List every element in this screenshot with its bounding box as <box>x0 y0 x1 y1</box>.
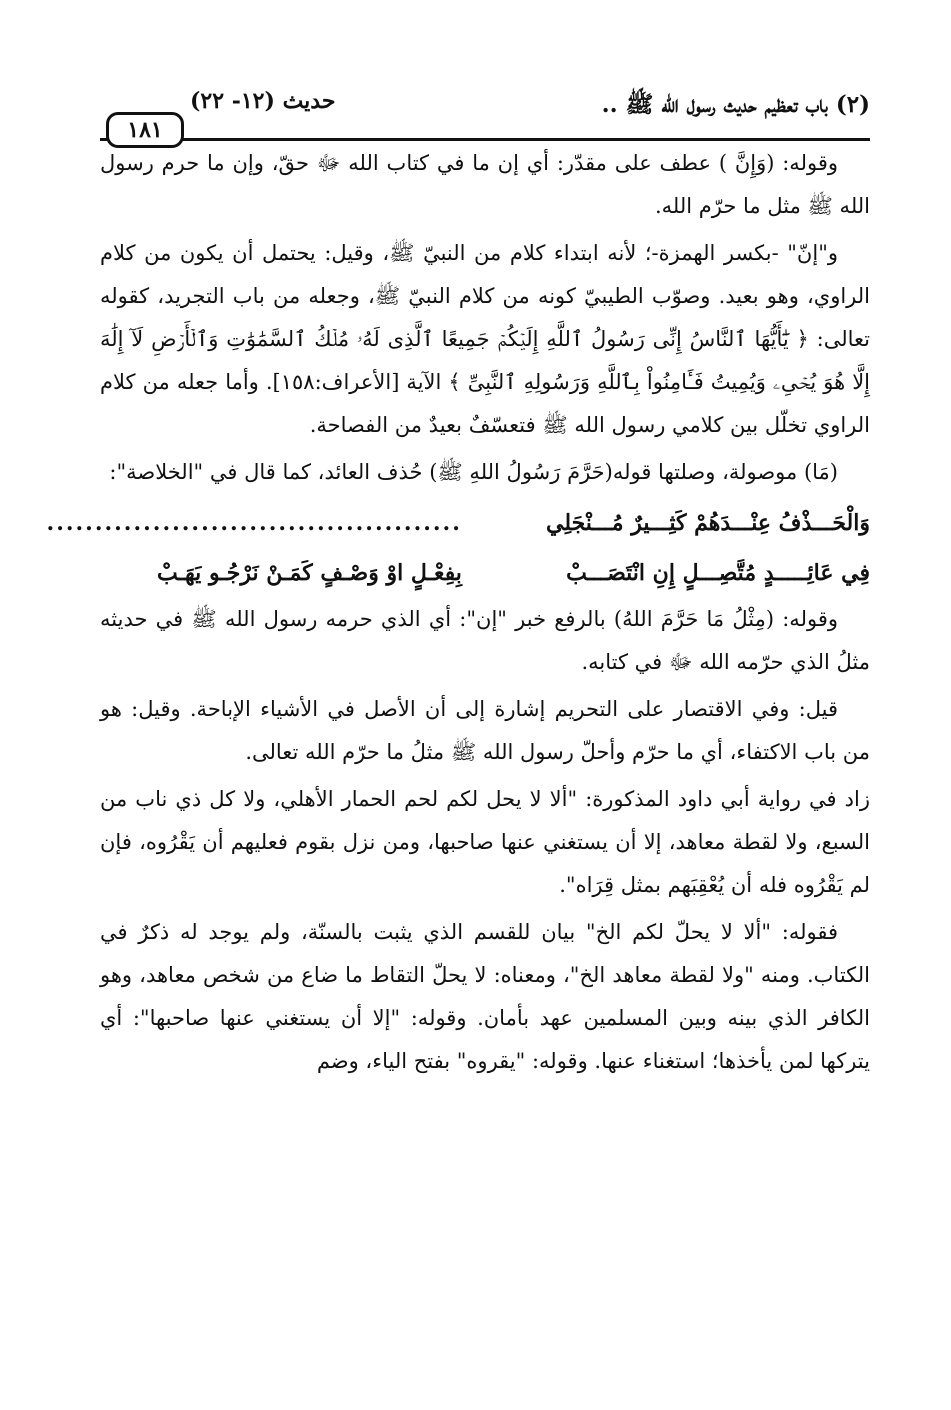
paragraph: قيل: وفي الاقتصار على التحريم إشارة إلى أن الأصل في الأشياء الإباحة. وقيل: هو من باب الاكتفاء، أي ما حرّم وأحلّ رسول الله ﷺ مثلُ ما حرّم الله تعالى. <box>100 697 870 764</box>
verse-hemistich: فِي عَائِـــــدٍ مُتَّصِـــلٍ إِنِ انْتَصَـــبْ <box>566 559 870 586</box>
paragraph: فقوله: "ألا لا يحلّ لكم الخ" بيان للقسم الذي يثبت بالسنّة، ولم يوجد له ذكرٌ في الكتاب. ومنه "ولا لقطة معاهد الخ"، ومعناه: لا يحلّ التقاط ما ضاع من شخص معاهد، وهو الكافر الذي بينه وبين المسلمين عهد بأمان. وقوله: "إلا أن يستغني عنها صاحبها": أي يتركها لمن يأخذها؛ استغناء عنها. وقوله: "يقروه" بفتح الياء، وضم <box>100 920 870 1073</box>
verse-line <box>46 498 870 548</box>
page-header <box>100 80 870 142</box>
poem-verse <box>46 498 870 598</box>
verse-ellipsis: ........................................... <box>46 509 462 536</box>
verse-hemistich: وَالْحَـــذْفُ عِنْـــدَهُمْ كَثِـــيرٌ مُـــنْجَلِي <box>545 509 870 536</box>
page-number: ١٨١ <box>106 112 184 148</box>
running-title: (٢) باب تعظيم حديث رسول الله ﷺ .. <box>601 91 870 118</box>
header-rule <box>100 138 870 141</box>
paragraph: (مَا) موصولة، وصلتها قوله(حَرَّمَ رَسُولُ اللهِ ﷺ) حُذف العائد، كما قال في "الخلاصة": <box>109 460 838 484</box>
hadith-reference: حديث (١٢- ٢٢) <box>190 88 336 114</box>
verse-line <box>100 548 870 598</box>
paragraph: و"إنّ" -بكسر الهمزة-؛ لأنه ابتداء كلام من النبيّ ﷺ، وقيل: يحتمل أن يكون من كلام الراوي، وهو بعيد. وصوّب الطيبيّ كونه من كلام النبيّ ﷺ، وجعله من باب التجريد، كقوله تعالى: ﴿ يَٰٓأَيُّهَا ٱلنَّاسُ إِنِّى رَسُولُ ٱللَّهِ إِلَيۡكُمۡ جَمِيعًا ٱلَّذِى لَهُۥ مُلۡكُ ٱلسَّمَٰوَٰتِ وَٱلۡأَرۡضِ لَآ إِلَٰهَ إِلَّا هُوَ يُحۡىِۦ وَيُمِيتُ فَـَٔامِنُواْ بِٱللَّهِ وَرَسُولِهِ ٱلنَّبِىِّ ﴾ الآية [الأعراف:١٥٨]. وأما جعله من كلام الراوي تخلّل بين كلامي رسول الله ﷺ فتعسّفٌ بعيدٌ من الفصاحة. <box>100 241 871 437</box>
page <box>46 80 871 1087</box>
paragraph: وقوله: (مِثْلُ مَا حَرَّمَ اللهُ) بالرفع خبر "إن": أي الذي حرمه رسول الله ﷺ في حديثه مثلُ الذي حرّمه الله ﷻ في كتابه. <box>100 607 870 674</box>
paragraph: زاد في رواية أبي داود المذكورة: "ألا لا يحل لكم لحم الحمار الأهلي، ولا كل ذي ناب من السبع، ولا لقطة معاهد، إلا أن يستغني عنها صاحبها، ومن نزل بقوم فعليهم أن يَقْرُوه، فإن لم يَقْرُوه فله أن يُعْقِبَهم بمثل قِرَاه". <box>100 787 870 897</box>
page-body <box>46 142 871 1083</box>
paragraph: وقوله: (وَإِنَّ ) عطف على مقدّر: أي إن ما في كتاب الله ﷻ حقّ، وإن ما حرم رسول الله ﷺ مثل ما حرّم الله. <box>100 151 870 218</box>
verse-hemistich: بِفِعْـلٍ اوْ وَصْـفٍ كَمَـنْ نَرْجُـو يَهَـبْ <box>156 559 462 586</box>
